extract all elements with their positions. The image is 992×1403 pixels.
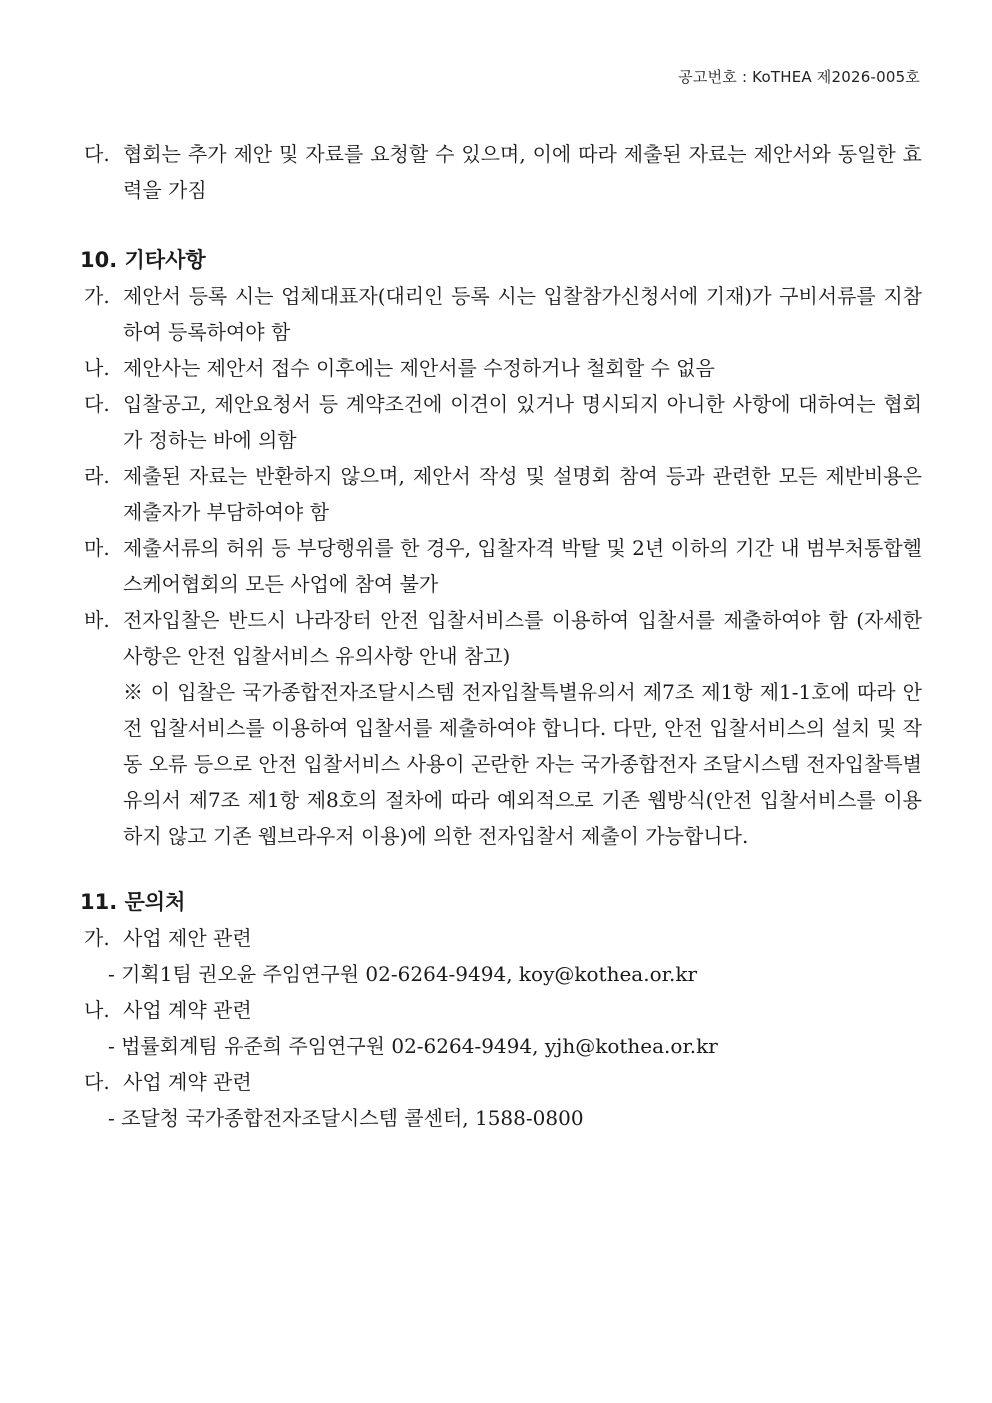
list-item-text: 제안서 등록 시는 업체대표자(대리인 등록 시는 입찰참가신청서에 기재)가 구비서류를 지참하여 등록하여야 함 [123,284,922,344]
document-body [80,136,922,1136]
list-item-text: 제출서류의 허위 등 부당행위를 한 경우, 입찰자격 박탈 및 2년 이하의 기간 내 범부처통합헬스케어협회의 모든 사업에 참여 불가 [123,536,922,596]
contact-category [80,992,922,1028]
list-marker: 나. [84,356,110,380]
spacer [80,208,922,242]
contact-label: 사업 제안 관련 [123,926,252,950]
list-marker: 가. [84,284,110,308]
list-item [80,530,922,602]
contact-category [80,1064,922,1100]
list-marker: 나. [84,998,110,1022]
list-item-intro [80,136,922,208]
list-item-text: 전자입찰은 반드시 나라장터 안전 입찰서비스를 이용하여 입찰서를 제출하여야 함 (자세한 사항은 안전 입찰서비스 유의사항 안내 참고) [123,608,922,668]
contact-label: 사업 계약 관련 [123,998,252,1022]
contact-detail: - 법률회계팀 유준희 주임연구원 02-6264-9494, yjh@kothea.or.kr [108,1034,718,1058]
list-marker: 라. [84,464,110,488]
list-item [80,386,922,458]
list-item-text: 제안사는 제안서 접수 이후에는 제안서를 수정하거나 철회할 수 없음 [123,356,715,380]
contact-category [80,920,922,956]
list-item [80,458,922,530]
list-item [80,602,922,674]
section-title-misc: 10. 기타사항 [80,248,206,272]
contact-label: 사업 계약 관련 [123,1070,252,1094]
list-marker: 다. [84,1070,110,1094]
section-title-contacts: 11. 문의처 [80,890,186,914]
notice-number: 공고번호 : KoTHEA 제2026-005호 [678,68,920,86]
list-marker: 마. [84,536,110,560]
list-marker: 다. [84,142,110,166]
list-item-text: 협회는 추가 제안 및 자료를 요청할 수 있으며, 이에 따라 제출된 자료는 제안서와 동일한 효력을 가짐 [123,142,922,202]
contact-detail: - 조달청 국가종합전자조달시스템 콜센터, 1588-0800 [108,1106,584,1130]
contact-detail: - 기획1팀 권오윤 주임연구원 02-6264-9494, koy@kothea.or.kr [108,962,698,986]
list-item [80,350,922,386]
list-item-text: 입찰공고, 제안요청서 등 계약조건에 이견이 있거나 명시되지 아니한 사항에 대하여는 협회가 정하는 바에 의함 [123,392,922,452]
list-item-text: 제출된 자료는 반환하지 않으며, 제안서 작성 및 설명회 참여 등과 관련한 모든 제반비용은 제출자가 부담하여야 함 [123,464,922,524]
list-item [80,278,922,350]
list-marker: 가. [84,926,110,950]
safe-bidding-note: ※ 이 입찰은 국가종합전자조달시스템 전자입찰특별유의서 제7조 제1항 제1-1호에 따라 안전 입찰서비스를 이용하여 입찰서를 제출하여야 합니다. 다만, 안전 입찰서비스의 설치 및 작동 오류 등으로 안전 입찰서비스 사용이 곤란한 자는 국가종합전자 조달시스템 전자입찰특별유의서 제7조 제1항 제8호의 절차에 따라 예외적으로 기존 웹방식(안전 입찰서비스를 이용하지 않고 기존 웹브라우저 이용)에 의한 전자입찰서 제출이 가능합니다. [123,680,922,848]
list-marker: 다. [84,392,110,416]
list-marker: 바. [84,608,110,632]
spacer [80,854,922,884]
